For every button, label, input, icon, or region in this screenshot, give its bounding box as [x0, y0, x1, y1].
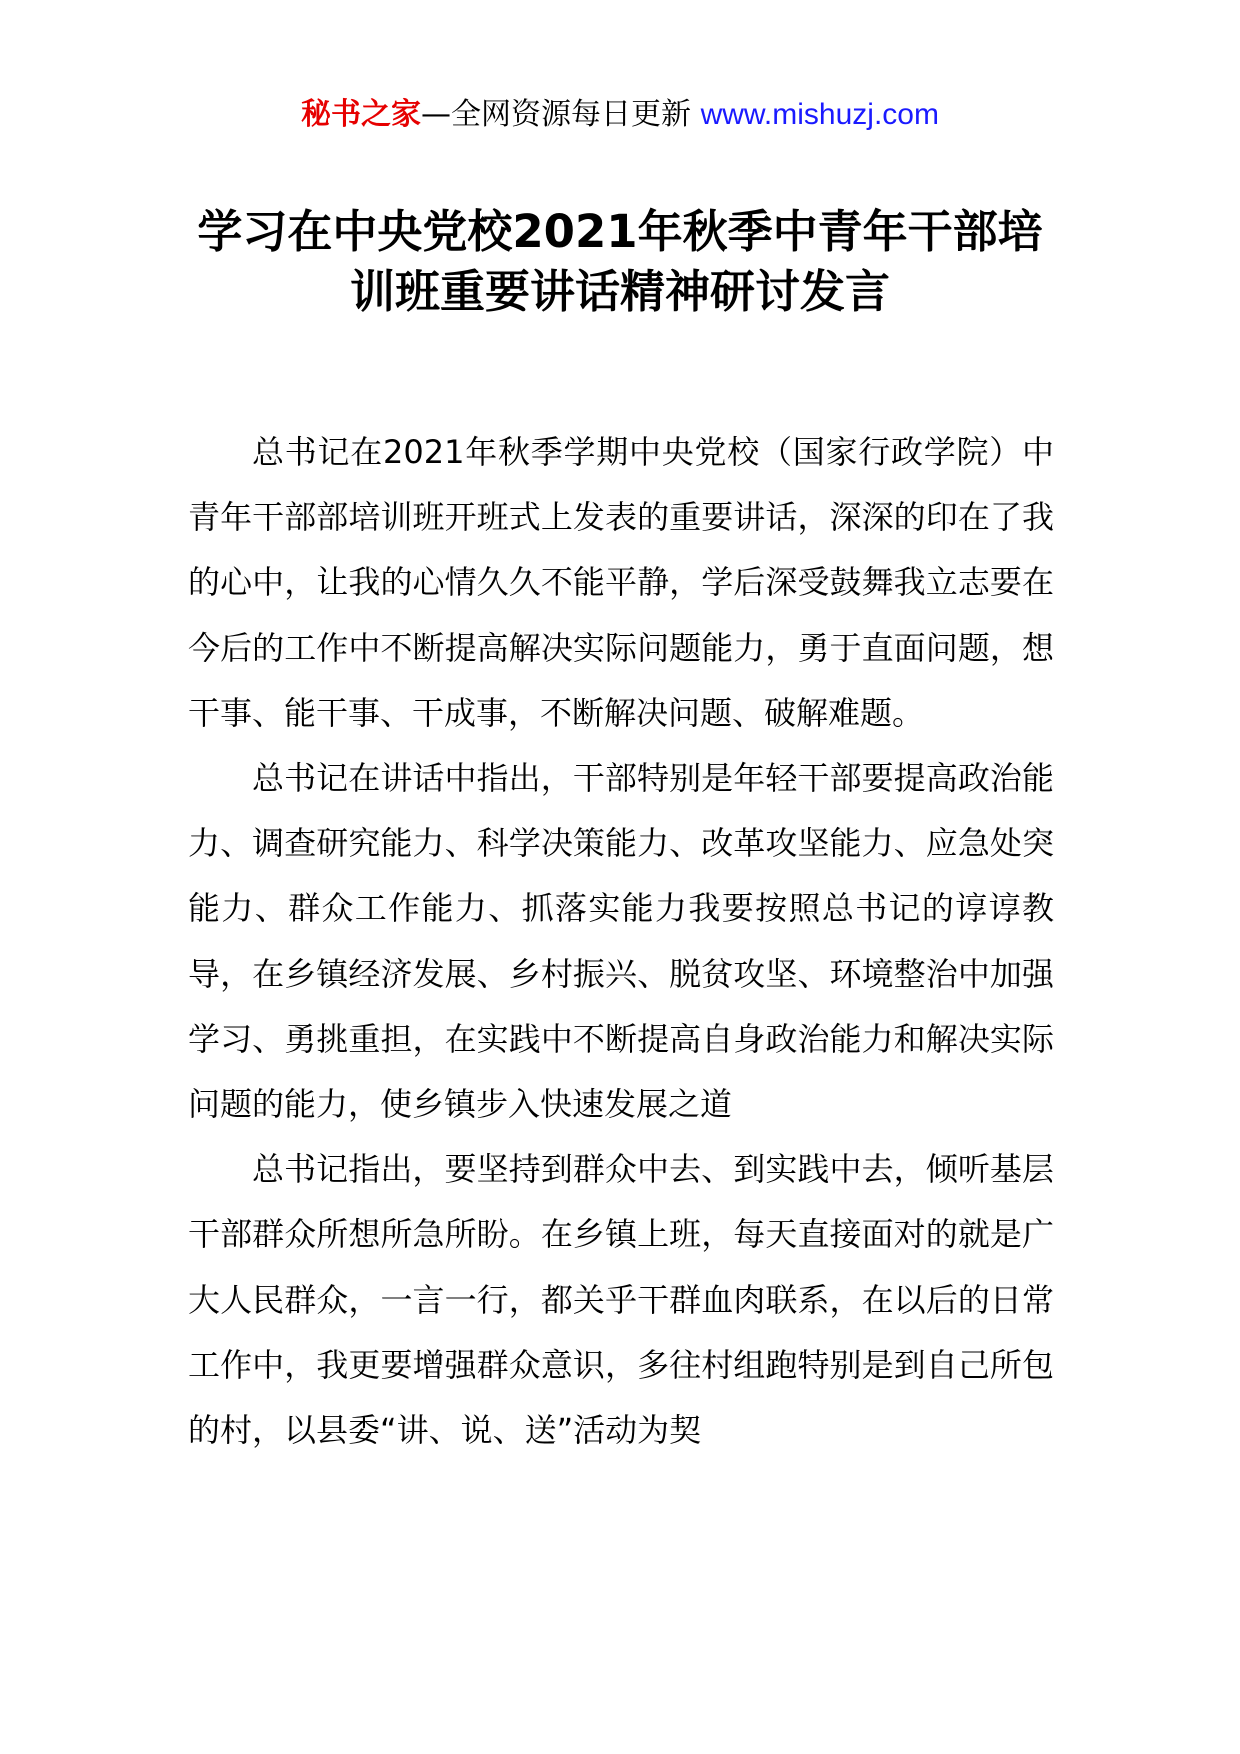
- title-line-1: 学习在中央党校2021年秋季中青年干部培: [197, 205, 1043, 258]
- document-title: [150, 202, 1090, 322]
- site-url-link[interactable]: www.mishuzj.com: [700, 98, 939, 131]
- paragraph: 总书记指出，要坚持到群众中去、到实践中去，倾听基层干部群众所想所急所盼。在乡镇上班，每天直接面对的就是广大人民群众，一言一行，都关乎干群血肉联系，在以后的日常工作中，我更要增强群众意识，多往村组跑特别是到自己所包的村，以县委“讲、说、送”活动为契: [188, 1150, 1054, 1450]
- document-body: [188, 420, 1054, 1463]
- brand-name: 秘书之家: [301, 97, 422, 132]
- header-tagline: —全网资源每日更新: [421, 97, 692, 132]
- paragraph: 总书记在2021年秋季学期中央党校（国家行政学院）中青年干部部培训班开班式上发表的重要讲话，深深的印在了我的心中，让我的心情久久不能平静，学后深受鼓舞我立志要在今后的工作中不断提高解决实际问题能力，勇于直面问题，想干事、能干事、干成事，不断解决问题、破解难题。: [188, 433, 1054, 732]
- paragraph: 总书记在讲话中指出，干部特别是年轻干部要提高政治能力、调查研究能力、科学决策能力、改革攻坚能力、应急处突能力、群众工作能力、抓落实能力我要按照总书记的谆谆教导，在乡镇经济发展、乡村振兴、脱贫攻坚、环境整治中加强学习、勇挑重担，在实践中不断提高自身政治能力和解决实际问题的能力，使乡镇步入快速发展之道: [188, 759, 1054, 1124]
- title-line-2: 训班重要讲话精神研讨发言: [349, 265, 890, 318]
- site-header: [0, 95, 1240, 135]
